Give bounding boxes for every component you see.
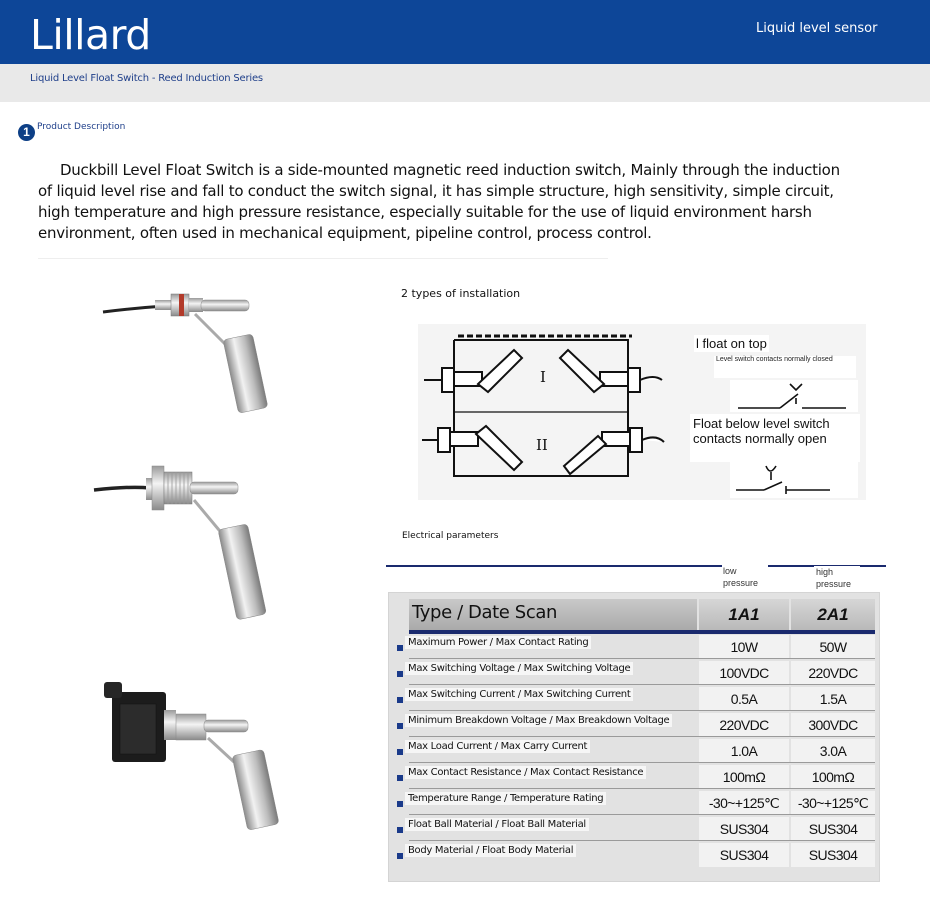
high-pressure-tag: high pressure: [814, 566, 860, 594]
row-param: Temperature Range / Temperature Rating: [405, 792, 606, 805]
row-param: Max Switching Current / Max Switching Current: [405, 688, 633, 701]
table-row: [389, 711, 881, 737]
section-divider: [38, 258, 608, 259]
switch-symbol-open: [730, 462, 858, 498]
table-header-2a1-label: 2A1: [817, 605, 849, 624]
row-bullet: [397, 645, 403, 651]
low-pressure-tag: low pressure: [722, 565, 768, 593]
row-value-2a1: 3.0A: [791, 739, 875, 763]
row-bullet: [397, 671, 403, 677]
row-value-2a1: SUS304: [791, 843, 875, 867]
row-value-1a1: 0.5A: [699, 687, 789, 711]
product-description: Duckbill Level Float Switch is a side-mounted magnetic reed induction switch, Mainly through the induction of liquid level rise and fall to conduct the switch signal, it has simple structure, high sensitivity, simple circuit, high temperature and high pressure resistance, especially suitable for the use of liquid environment harsh environment, often used in mechanical equipment, pipeline control, process control.: [38, 161, 840, 242]
table-row: [389, 659, 881, 685]
float-below-label: Float below level switch contacts normally open: [690, 414, 860, 462]
breadcrumb: [0, 64, 930, 102]
row-value-1a1: SUS304: [699, 817, 789, 841]
row-value-1a1: -30~+125℃: [699, 791, 789, 815]
brand-logo-text: Lillard: [30, 11, 151, 59]
row-bullet: [397, 775, 403, 781]
table-header-type: [409, 599, 697, 631]
parameters-table: [388, 592, 880, 882]
row-bullet: [397, 749, 403, 755]
row-value-2a1: 100mΩ: [791, 765, 875, 789]
row-param: Max Switching Voltage / Max Switching Voltage: [405, 662, 633, 675]
row-param: Max Contact Resistance / Max Contact Resistance: [405, 766, 646, 779]
row-param: Float Ball Material / Float Ball Material: [405, 818, 589, 831]
row-param: Max Load Current / Max Carry Current: [405, 740, 590, 753]
table-row: [389, 763, 881, 789]
row-value-2a1: -30~+125℃: [791, 791, 875, 815]
diagram-mark-2: II: [536, 436, 548, 454]
table-header-type-label: Type / Date Scan: [412, 602, 557, 623]
row-value-2a1: 50W: [791, 635, 875, 659]
row-param: Minimum Breakdown Voltage / Max Breakdown Voltage: [405, 714, 672, 727]
table-row: [389, 815, 881, 841]
row-bullet: [397, 827, 403, 833]
table-header-1a1-label: 1A1: [728, 605, 760, 624]
product-image-connector: [100, 670, 330, 840]
table-row: [389, 841, 881, 867]
row-value-1a1: 10W: [699, 635, 789, 659]
row-bullet: [397, 697, 403, 703]
row-bullet: [397, 853, 403, 859]
row-bullet: [397, 801, 403, 807]
row-param: Maximum Power / Max Contact Rating: [405, 636, 591, 649]
header-banner: [0, 0, 930, 64]
table-row: [389, 737, 881, 763]
row-param: Body Material / Float Body Material: [405, 844, 576, 857]
table-header-2a1: [791, 599, 875, 631]
table-header-1a1: [699, 599, 789, 631]
row-value-2a1: 1.5A: [791, 687, 875, 711]
table-row: [389, 789, 881, 815]
product-image-threaded: [90, 460, 320, 630]
header-tagline: Liquid level sensor: [756, 21, 878, 36]
row-value-1a1: SUS304: [699, 843, 789, 867]
row-value-1a1: 1.0A: [699, 739, 789, 763]
installation-title: 2 types of installation: [401, 287, 521, 300]
breadcrumb-text: Liquid Level Float Switch - Reed Induction Series: [30, 73, 263, 84]
electrical-divider: [386, 565, 886, 567]
row-value-2a1: 300VDC: [791, 713, 875, 737]
switch-symbol-closed: [730, 380, 858, 412]
electrical-title: Electrical parameters: [402, 531, 499, 541]
row-value-2a1: 220VDC: [791, 661, 875, 685]
row-value-1a1: 220VDC: [699, 713, 789, 737]
row-bullet: [397, 723, 403, 729]
row-value-1a1: 100VDC: [699, 661, 789, 685]
diagram-mark-1: I: [540, 368, 546, 386]
table-row: [389, 633, 881, 659]
float-on-top-label: l float on top: [696, 336, 767, 351]
product-image-standard: [95, 280, 315, 430]
section-title: Product Description: [37, 122, 126, 132]
row-value-2a1: SUS304: [791, 817, 875, 841]
row-value-1a1: 100mΩ: [699, 765, 789, 789]
table-row: [389, 685, 881, 711]
section-number-badge: 1: [18, 124, 35, 141]
float-on-top-note: Level switch contacts normally closed: [714, 356, 856, 378]
